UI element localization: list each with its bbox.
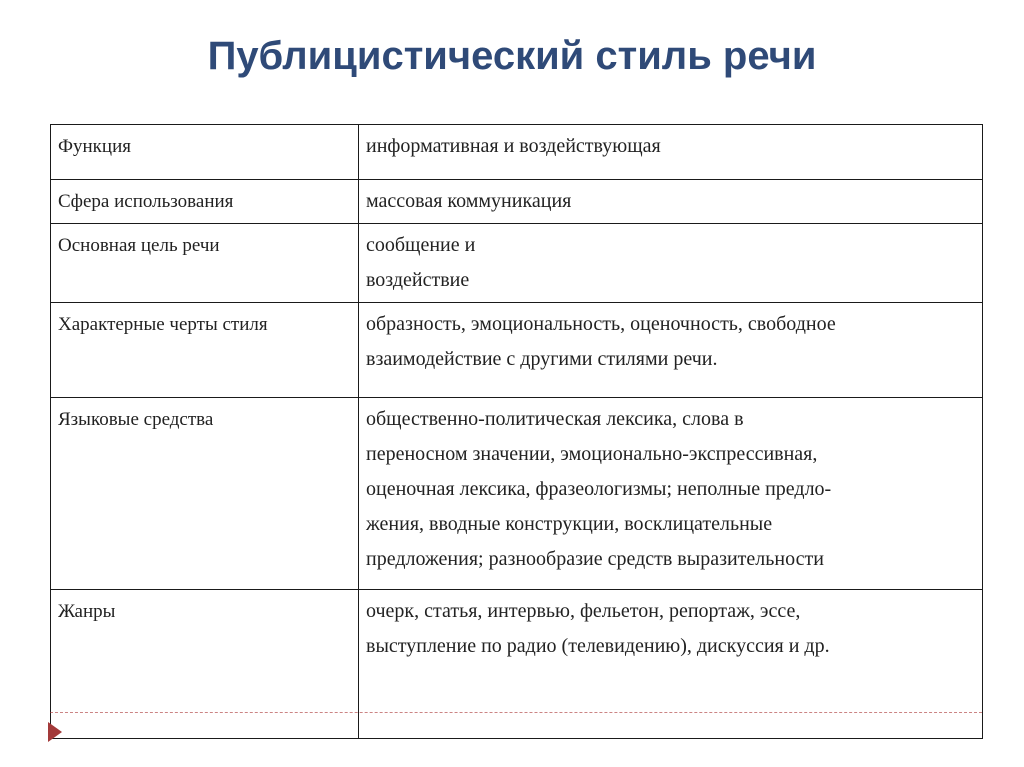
value-line: очерк, статья, интервью, фельетон, репортаж, эссе, (366, 600, 801, 622)
value-line: жения, вводные конструкции, восклицательные (366, 513, 773, 535)
row-label-function: Функция (51, 125, 359, 180)
row-label-goal: Основная цель речи (51, 224, 359, 303)
page-title: Публицистический стиль речи (207, 34, 817, 78)
table-row (51, 303, 983, 398)
row-label-sphere: Сфера использования (51, 180, 359, 224)
triangle-right-icon[interactable] (48, 722, 62, 742)
value-line: выступление по радио (телевидению), дискуссия и др. (366, 635, 830, 657)
row-label-language-means: Языковые средства (51, 398, 359, 590)
table-row (51, 224, 983, 303)
value-line: переносном значении, эмоционально-экспрессивная, (366, 443, 818, 465)
value-line: общественно-политическая лексика, слова в (366, 408, 744, 430)
value-line: образность, эмоциональность, оценочность, свободное (366, 313, 836, 335)
value-line: предложения; разнообразие средств выразительности (366, 548, 824, 570)
value-line: взаимодействие с другими стилями речи. (366, 348, 718, 370)
value-line: воздействие (366, 269, 470, 291)
row-value-goal (359, 224, 983, 303)
row-value-features (359, 303, 983, 398)
table-row (51, 180, 983, 224)
row-label-features: Характерные черты стиля (51, 303, 359, 398)
style-table (50, 124, 983, 739)
row-value-sphere: массовая коммуникация (359, 180, 983, 224)
row-value-genres (359, 590, 983, 739)
value-line: оценочная лексика, фразеологизмы; неполные предло- (366, 478, 832, 500)
table-row (51, 398, 983, 590)
row-value-language-means (359, 398, 983, 590)
table-row (51, 590, 983, 739)
table-row (51, 125, 983, 180)
row-label-genres: Жанры (51, 590, 359, 739)
value-line: сообщение и (366, 234, 476, 256)
style-table-container (50, 124, 982, 739)
row-value-function: информативная и воздействующая (359, 125, 983, 180)
bottom-divider (50, 712, 982, 713)
